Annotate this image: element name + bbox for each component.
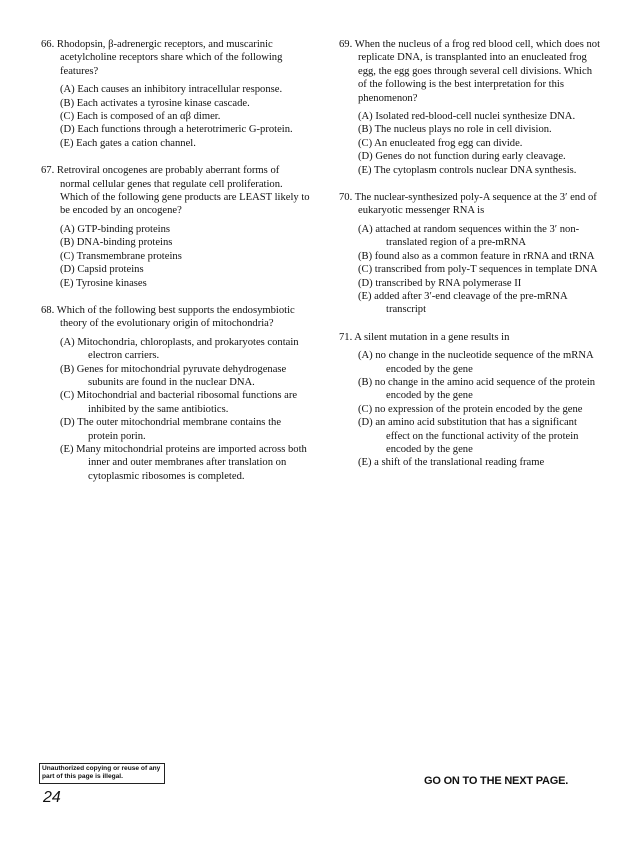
answer-option-e: (E) Many mitochondrial proteins are imported across both inner and outer membranes after translation on cytoplasmic ribosomes is completed. — [60, 443, 307, 482]
answer-option-d: (D) The outer mitochondrial membrane contains the protein porin. — [60, 417, 282, 442]
page-number: 24 — [43, 789, 61, 806]
copyright-notice: Unauthorized copying or reuse of any part of this page is illegal. — [39, 763, 165, 784]
question-stem: 70. The nuclear-synthesized poly-A sequence at the 3′ end of eukaryotic messenger RNA is — [339, 192, 597, 217]
answer-option-b: (B) DNA-binding proteins — [60, 237, 173, 249]
question-69 — [339, 38, 601, 177]
answer-options — [41, 83, 311, 150]
question-68 — [41, 304, 311, 483]
answer-option-e: (E) Each gates a cation channel. — [60, 137, 196, 149]
question-71 — [339, 331, 601, 470]
answer-option-c: (C) Transmembrane proteins — [60, 250, 182, 262]
answer-option-d: (D) Genes do not function during early cleavage. — [358, 151, 566, 163]
go-on-instruction: GO ON TO THE NEXT PAGE. — [424, 775, 569, 787]
answer-option-d: (D) transcribed by RNA polymerase II — [358, 277, 522, 289]
answer-option-a: (A) Mitochondria, chloroplasts, and prokaryotes contain electron carriers. — [60, 336, 299, 362]
answer-option-a: (A) GTP-binding proteins — [60, 223, 171, 235]
answer-options — [41, 336, 311, 483]
answer-option-d: (D) Each functions through a heterotrimeric G-protein. — [60, 124, 293, 136]
question-stem: 69. When the nucleus of a frog red blood cell, which does not replicate DNA, is transplanted into an enucleated frog egg, the egg goes through several cell divisions. Which of the following is the best interpretation for this phenomenon? — [339, 39, 601, 104]
answer-option-a: (A) no change in the nucleotide sequence of the mRNA encoded by the gene — [358, 350, 594, 375]
answer-option-d: (D) an amino acid substitution that has a significant effect on the functional activity of the protein encoded by the gene — [358, 417, 579, 455]
answer-option-b: (B) The nucleus plays no role in cell division. — [358, 124, 552, 136]
left-column — [41, 38, 311, 497]
question-stem: 68. Which of the following best supports the endosymbiotic theory of the evolutionary origin of mitochondria? — [41, 304, 295, 330]
question-67 — [41, 164, 311, 290]
question-stem: 71. A silent mutation in a gene results in — [339, 331, 510, 343]
question-stem: 67. Retroviral oncogenes are probably aberrant forms of normal cellular genes that regulate cell proliferation. Which of the following gene products are LEAST likely to be encoded by an oncogene? — [41, 165, 310, 217]
answer-option-b: (B) no change in the amino acid sequence of the protein encoded by the gene — [358, 376, 596, 402]
answer-option-e: (E) The cytoplasm controls nuclear DNA synthesis. — [358, 164, 577, 176]
answer-option-a: (A) attached at random sequences within the 3′ non-translated region of a pre-mRNA — [358, 223, 580, 249]
question-66 — [41, 38, 311, 150]
answer-option-d: (D) Capsid proteins — [60, 264, 144, 276]
answer-options — [339, 349, 601, 470]
answer-option-b: (B) found also as a common feature in rRNA and tRNA — [358, 250, 595, 262]
answer-option-e: (E) added after 3′-end cleavage of the pre-mRNA transcript — [358, 290, 568, 316]
answer-option-c: (C) Each is composed of an αβ dimer. — [60, 111, 221, 123]
answer-options — [41, 223, 311, 290]
answer-option-e: (E) Tyrosine kinases — [60, 277, 147, 289]
answer-option-c: (C) Mitochondrial and bacterial ribosomal functions are inhibited by the same antibiotics. — [60, 390, 298, 415]
question-70 — [339, 191, 601, 317]
answer-options — [339, 223, 601, 317]
answer-option-b: (B) Genes for mitochondrial pyruvate dehydrogenase subunits are found in the nuclear DNA. — [60, 363, 287, 388]
answer-option-c: (C) An enucleated frog egg can divide. — [358, 137, 523, 149]
answer-option-b: (B) Each activates a tyrosine kinase cascade. — [60, 97, 250, 109]
answer-options — [339, 110, 601, 177]
answer-option-a: (A) Isolated red-blood-cell nuclei synthesize DNA. — [358, 111, 576, 123]
answer-option-c: (C) transcribed from poly-T sequences in template DNA — [358, 264, 598, 276]
answer-option-e: (E) a shift of the translational reading frame — [358, 457, 545, 469]
answer-option-a: (A) Each causes an inhibitory intracellular response. — [60, 84, 283, 96]
answer-option-c: (C) no expression of the protein encoded by the gene — [358, 403, 583, 415]
question-stem: 66. Rhodopsin, β-adrenergic receptors, and muscarinic acetylcholine receptors share which of the following features? — [41, 39, 283, 77]
right-column — [339, 38, 601, 484]
